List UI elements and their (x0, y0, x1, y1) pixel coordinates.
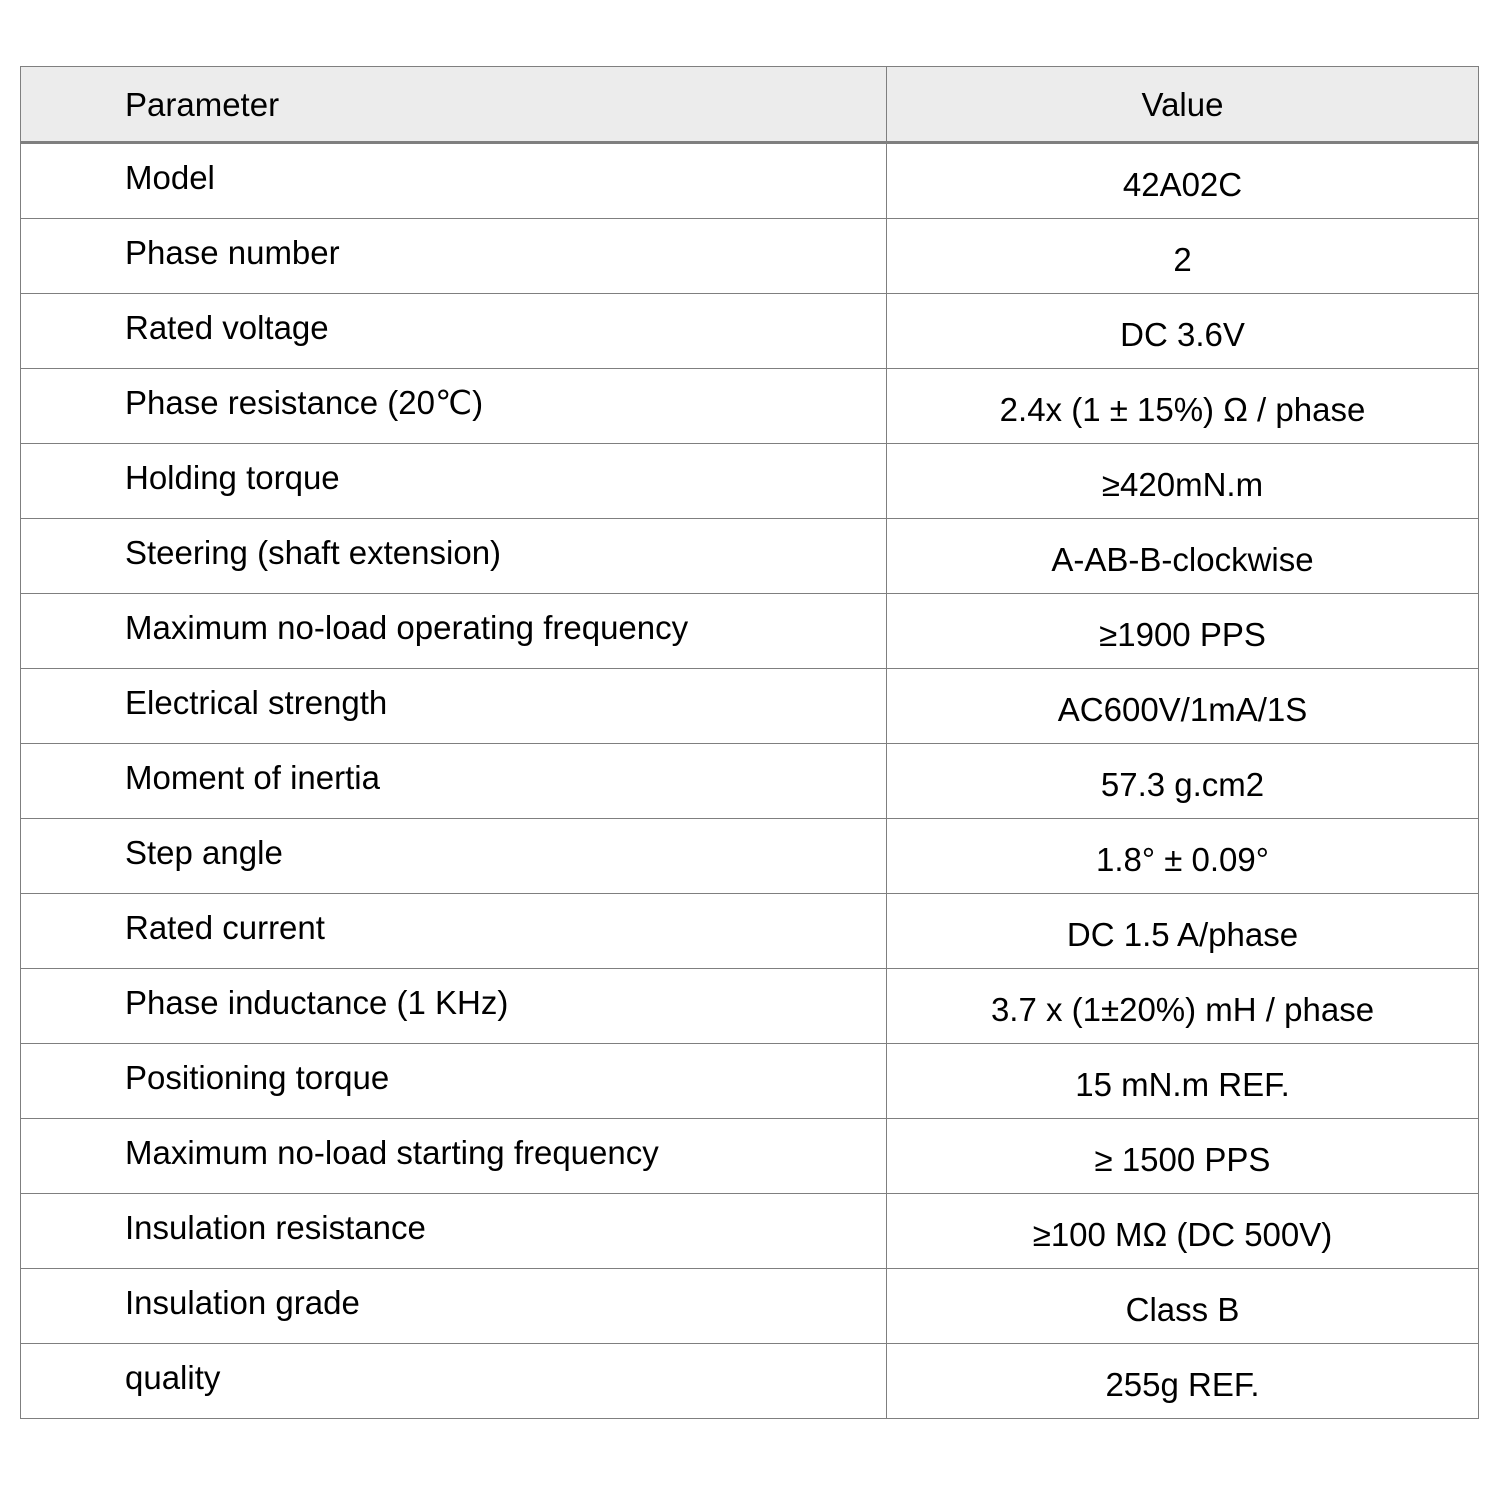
value-text: 57.3 g.cm2 (1100, 765, 1265, 803)
table-row (21, 143, 1479, 219)
parameter-cell (21, 1044, 887, 1119)
table-row (21, 1344, 1479, 1419)
parameter-cell (21, 519, 887, 594)
parameter-label: Phase resistance (20℃) (125, 383, 484, 421)
table-row (21, 969, 1479, 1044)
table-row (21, 1044, 1479, 1119)
parameter-label: Insulation resistance (125, 1208, 426, 1246)
value-cell (887, 1194, 1479, 1269)
value-cell (887, 1269, 1479, 1344)
parameter-cell (21, 369, 887, 444)
value-text: AC600V/1mA/1S (1057, 690, 1308, 728)
parameter-cell (21, 444, 887, 519)
value-cell (887, 1119, 1479, 1194)
value-text: 42A02C (1122, 165, 1243, 203)
parameter-label: Insulation grade (125, 1283, 360, 1321)
value-text: 15 mN.m REF. (1075, 1065, 1290, 1103)
parameter-cell (21, 1344, 887, 1419)
value-text: Class B (1125, 1290, 1240, 1328)
table-row (21, 219, 1479, 294)
value-cell (887, 294, 1479, 369)
value-text: 1.8° ± 0.09° (1096, 840, 1269, 878)
value-cell (887, 969, 1479, 1044)
value-cell (887, 744, 1479, 819)
parameter-label: Maximum no-load starting frequency (125, 1133, 659, 1171)
value-text: ≥ 1500 PPS (1094, 1140, 1271, 1178)
parameter-cell (21, 819, 887, 894)
value-cell (887, 444, 1479, 519)
table-row (21, 1194, 1479, 1269)
value-cell (887, 819, 1479, 894)
table-row (21, 369, 1479, 444)
value-text: ≥420mN.m (1101, 465, 1264, 503)
parameter-label: Maximum no-load operating frequency (125, 608, 689, 646)
value-text: ≥100 MΩ (DC 500V) (1032, 1215, 1333, 1253)
table-row (21, 294, 1479, 369)
parameter-cell (21, 1269, 887, 1344)
parameter-label: Moment of inertia (125, 758, 380, 796)
parameter-label: quality (125, 1358, 221, 1396)
table-row (21, 744, 1479, 819)
value-text: ≥1900 PPS (1099, 615, 1266, 653)
parameter-cell (21, 669, 887, 744)
parameter-label: Phase inductance (1 KHz) (125, 983, 509, 1021)
table-row (21, 594, 1479, 669)
parameter-label: Step angle (125, 833, 283, 871)
value-text: 255g REF. (1105, 1365, 1260, 1403)
parameter-cell (21, 294, 887, 369)
value-cell (887, 519, 1479, 594)
value-text: 3.7 x (1±20%) mH / phase (990, 990, 1375, 1028)
value-cell (887, 669, 1479, 744)
value-text: DC 1.5 A/phase (1066, 915, 1299, 953)
header-row (21, 67, 1479, 143)
value-cell (887, 594, 1479, 669)
value-cell (887, 219, 1479, 294)
parameter-label: Phase number (125, 233, 340, 271)
table-row (21, 1269, 1479, 1344)
value-cell (887, 894, 1479, 969)
parameter-label: Holding torque (125, 458, 340, 496)
parameter-label: Steering (shaft extension) (125, 533, 502, 571)
table-row (21, 669, 1479, 744)
spec-table (20, 66, 1479, 1419)
column-header-value: Value (887, 67, 1479, 143)
value-cell (887, 1344, 1479, 1419)
value-text: A-AB-B-clockwise (1051, 540, 1314, 578)
table-row (21, 819, 1479, 894)
parameter-label: Electrical strength (125, 683, 388, 721)
parameter-label: Rated current (125, 908, 325, 946)
value-text: 2.4x (1 ± 15%) Ω / phase (999, 390, 1366, 428)
value-cell (887, 143, 1479, 219)
parameter-cell (21, 969, 887, 1044)
table-body (21, 143, 1479, 1419)
parameter-cell (21, 744, 887, 819)
value-cell (887, 1044, 1479, 1119)
table-row (21, 1119, 1479, 1194)
table-header (21, 67, 1479, 143)
value-text: 2 (1173, 240, 1192, 278)
parameter-label: Rated voltage (125, 308, 329, 346)
parameter-cell (21, 1194, 887, 1269)
parameter-cell (21, 143, 887, 219)
table-row (21, 894, 1479, 969)
parameter-cell (21, 594, 887, 669)
parameter-label: Positioning torque (125, 1058, 390, 1096)
parameter-cell (21, 894, 887, 969)
table-row (21, 519, 1479, 594)
parameter-cell (21, 1119, 887, 1194)
parameter-cell (21, 219, 887, 294)
value-cell (887, 369, 1479, 444)
parameter-label: Model (125, 158, 215, 196)
table-row (21, 444, 1479, 519)
value-text: DC 3.6V (1120, 315, 1245, 353)
column-header-parameter: Parameter (21, 67, 887, 143)
